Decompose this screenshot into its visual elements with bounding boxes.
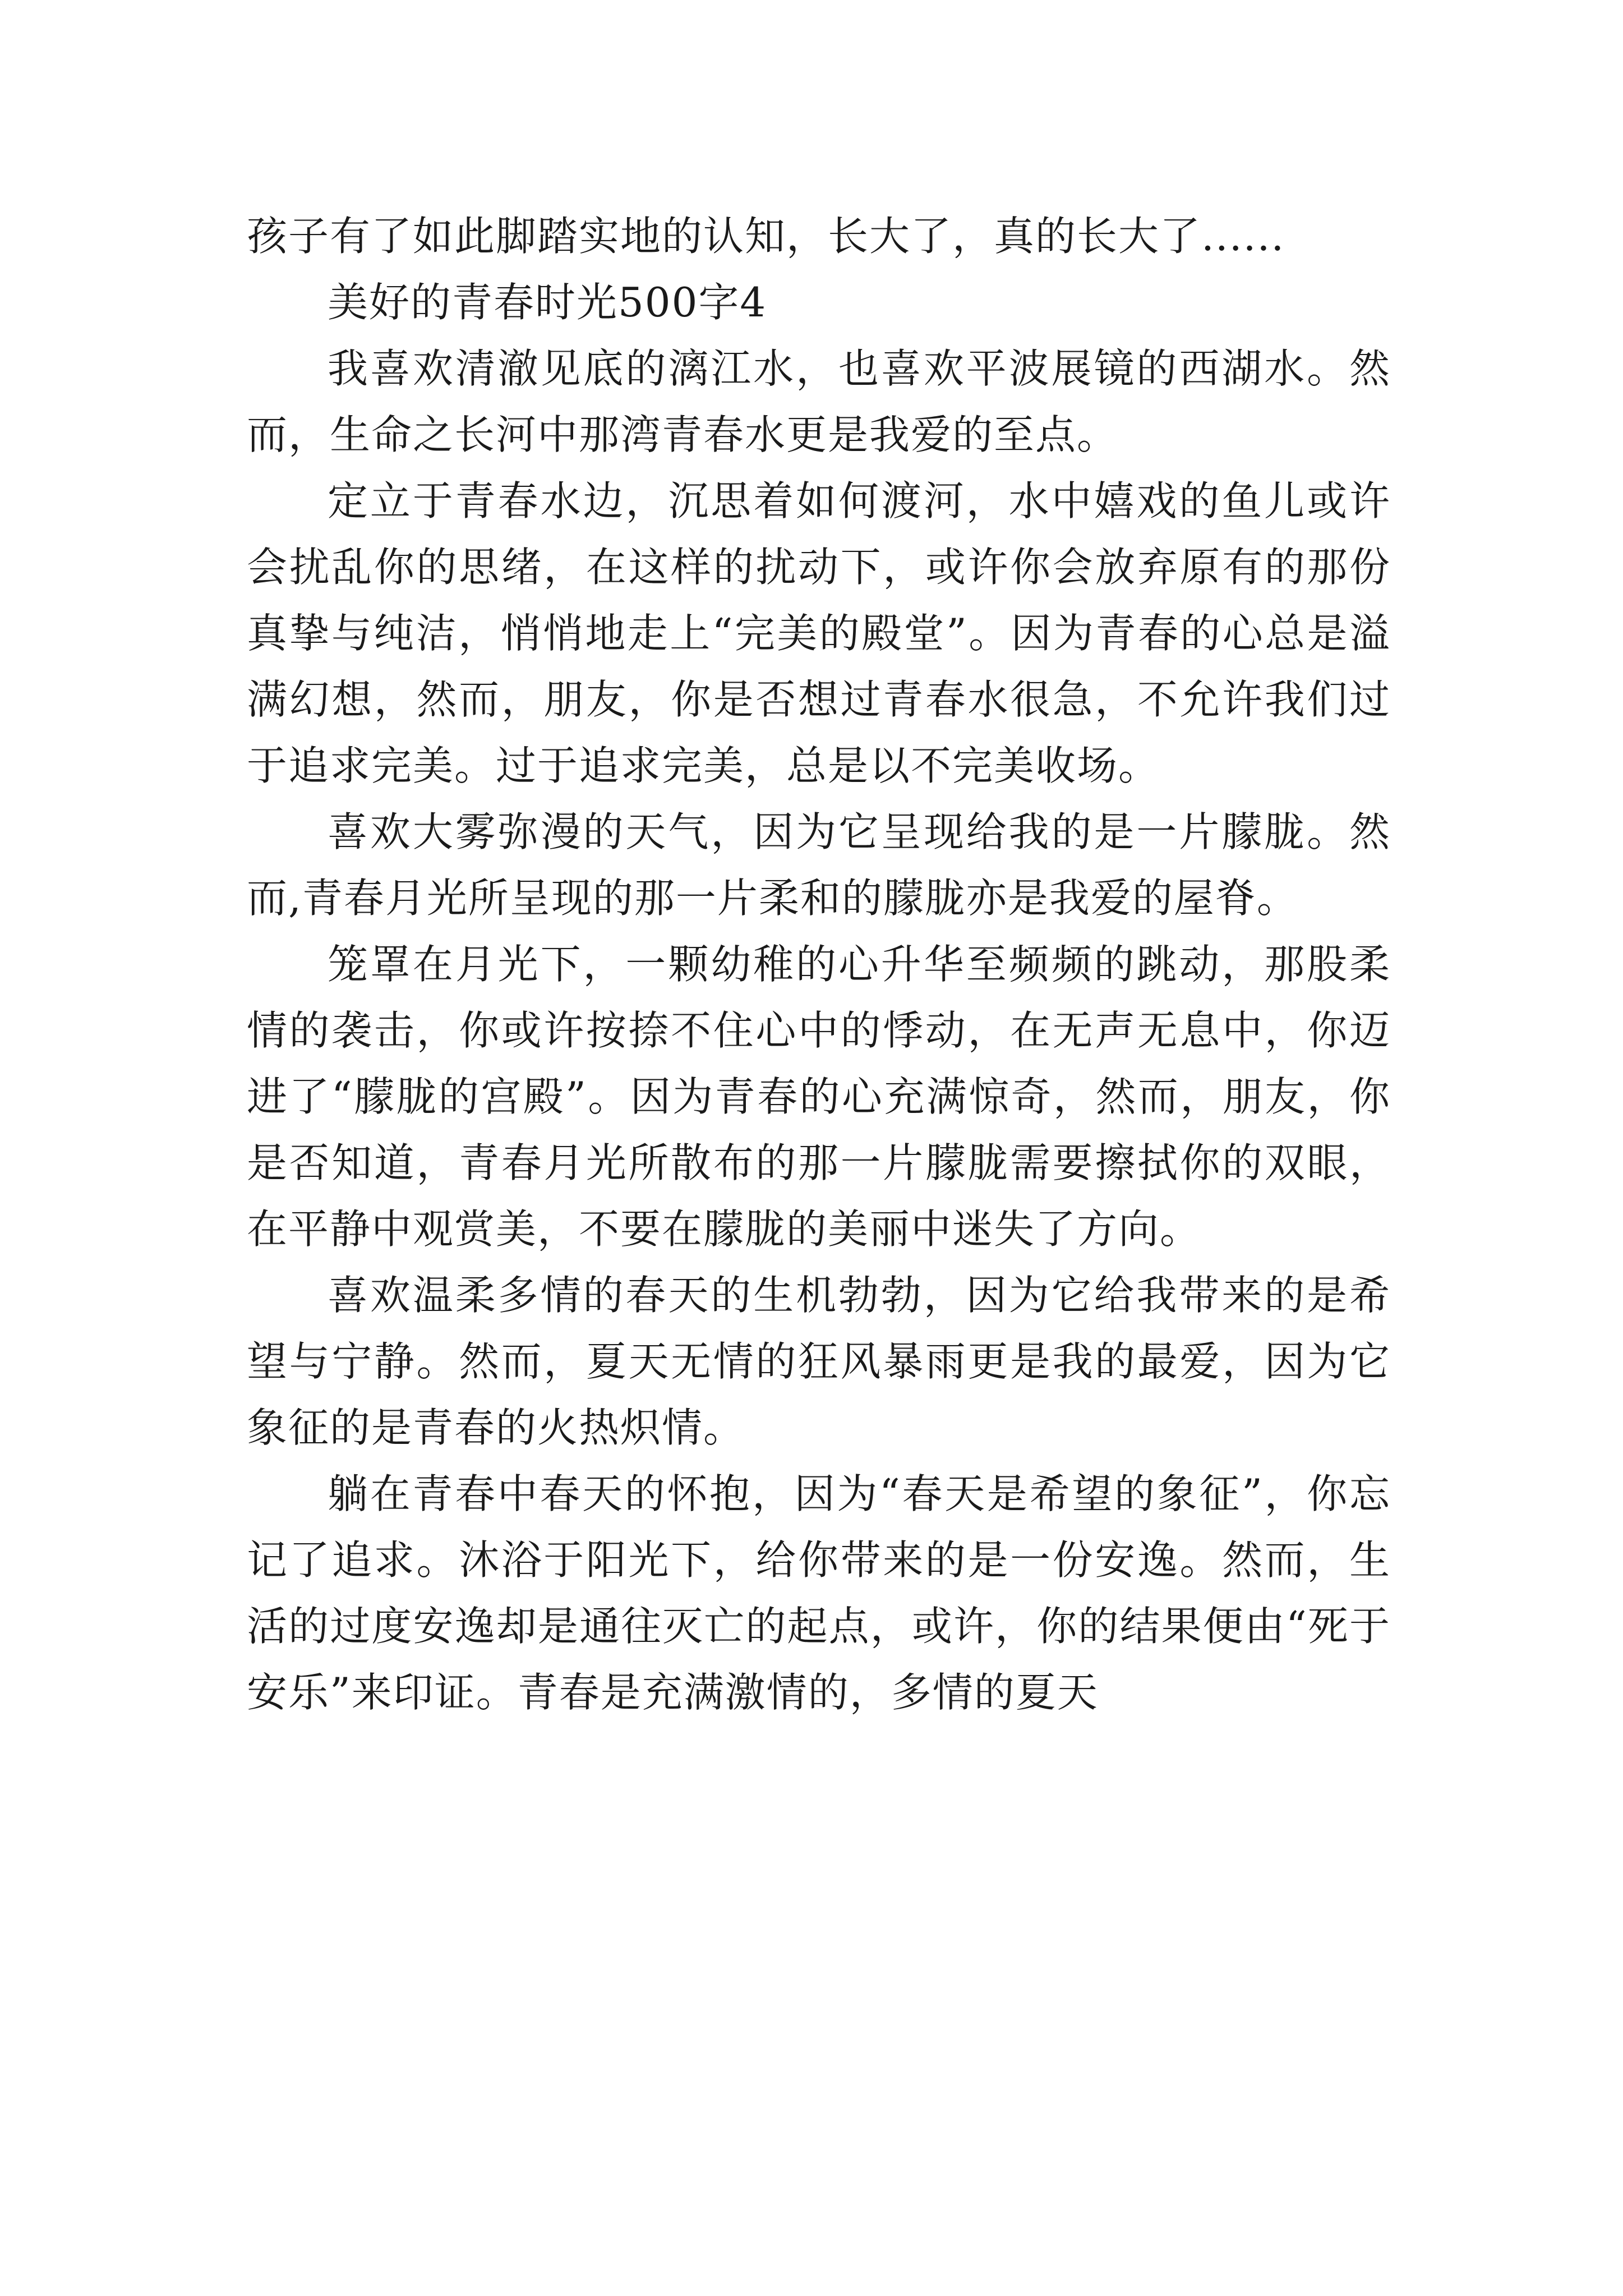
- paragraph: 定立于青春水边，沉思着如何渡河，水中嬉戏的鱼儿或许会扰乱你的思绪，在这样的扰动下，或许你会放弃原有的那份真挚与纯洁，悄悄地走上“完美的殿堂”。因为青春的心总是溢满幻想，然而，朋友，你是否想过青春水很急，不允许我们过于追求完美。过于追求完美，总是以不完美收场。: [247, 477, 1391, 789]
- paragraph: 喜欢大雾弥漫的天气，因为它呈现给我的是一片朦胧。然而,青春月光所呈现的那一片柔和的朦胧亦是我爱的屋脊。: [247, 808, 1391, 922]
- paragraph: 喜欢温柔多情的春天的生机勃勃，因为它给我带来的是希望与宁静。然而，夏天无情的狂风暴雨更是我的最爱，因为它象征的是青春的火热炽情。: [247, 1272, 1391, 1451]
- section-title: 美好的青春时光500字4: [328, 279, 767, 326]
- document-body: [247, 203, 1391, 1726]
- lead-line: 孩子有了如此脚踏实地的认知，长大了，真的长大了......: [247, 213, 1285, 260]
- paragraph: 我喜欢清澈见底的漓江水，也喜欢平波展镜的西湖水。然而，生命之长河中那湾青春水更是我爱的至点。: [247, 345, 1391, 458]
- paragraph: 笼罩在月光下，一颗幼稚的心升华至频频的跳动，那股柔情的袭击，你或许按捺不住心中的悸动，在无声无息中，你迈进了“朦胧的宫殿”。因为青春的心充满惊奇，然而，朋友，你是否知道，青春月光所散布的那一片朦胧需要擦拭你的双眼，在平静中观赏美，不要在朦胧的美丽中迷失了方向。: [247, 941, 1391, 1253]
- paragraph: 躺在青春中春天的怀抱，因为“春天是希望的象征”，你忘记了追求。沐浴于阳光下，给你带来的是一份安逸。然而，生活的过度安逸却是通往灭亡的起点，或许，你的结果便由“死于安乐”来印证。青春是充满激情的，多情的夏天: [247, 1470, 1391, 1716]
